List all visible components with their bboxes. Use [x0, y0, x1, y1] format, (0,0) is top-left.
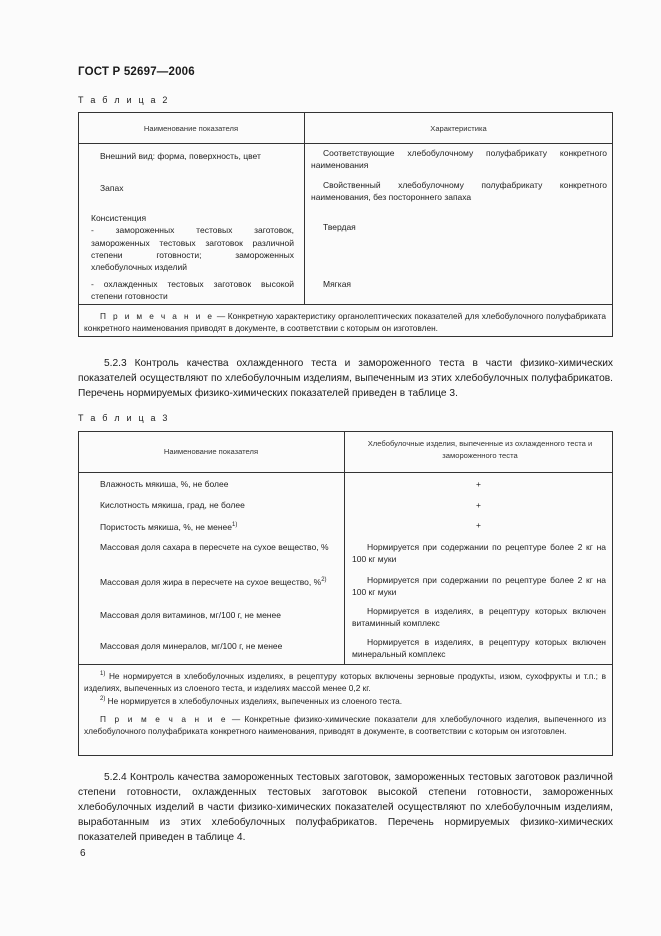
table3-note	[84, 713, 606, 737]
table2-note-rule	[78, 304, 613, 305]
page-number: 6	[80, 848, 86, 859]
table3-row1-name: Влажность мякиша, %, не более	[100, 479, 229, 489]
table3-footnote-1	[84, 668, 606, 694]
table3-footnote-rule	[78, 664, 613, 665]
table2-row2-name: Запах	[100, 183, 124, 193]
table2-note	[84, 310, 606, 334]
table2-row4-value: Мягкая	[323, 279, 352, 289]
table3-column-divider	[344, 431, 345, 664]
table2-col-header-name: Наименование показателя	[143, 124, 239, 133]
table3-footnote-2	[84, 693, 606, 707]
footnote-2-ref: 2)	[321, 577, 327, 583]
table2-row1-value: Соответствующие хлебобулочному полуфабрикату конкретного наименования	[311, 148, 607, 171]
table3-caption: Т а б л и ц а 3	[78, 413, 170, 423]
table2-row1-name: Внешний вид: форма, поверхность, цвет	[100, 151, 261, 161]
table2-row2-value: Свойственный хлебобулочному полуфабрикату конкретного наименования, без постороннего запаха	[311, 180, 607, 203]
paragraph-5-2-3: 5.2.3 Контроль качества охлажденного теста и замороженного теста в части физико-химических показателей осуществляют по хлебобулочным изделиям, выпеченным из этих хлебобулочных полуфабрикатов. Перечень нормируемых физико-химических показателей приведен в таблице 3.	[78, 358, 613, 399]
table3-note-label: П р и м е ч а н и е	[100, 714, 228, 724]
table3-row4-name: Массовая доля сахара в пересчете на сухое вещество, %	[100, 542, 329, 552]
table2-caption: Т а б л и ц а 2	[78, 95, 170, 105]
table3-row4-value: Нормируется при содержании по рецептуре более 2 кг на 100 кг муки	[352, 542, 606, 565]
table3-row6-name: Массовая доля витаминов, мг/100 г, не менее	[100, 610, 281, 620]
table3-row5-name	[100, 574, 338, 588]
footnote-1-ref: 1)	[232, 522, 238, 528]
table3-row2-value: +	[476, 500, 481, 510]
document-header: ГОСТ Р 52697—2006	[78, 66, 195, 78]
table3-row7-name: Массовая доля минералов, мг/100 г, не менее	[100, 641, 283, 651]
table3-col-header-name: Наименование показателя	[163, 447, 259, 456]
table3-row3-name-text: Пористость мякиша, %, не менее	[100, 521, 232, 532]
footnote-1-mark: 1)	[100, 671, 106, 677]
footnote-2-text: Не нормируется в хлебобулочных изделиях, выпеченных из слоеного теста.	[105, 695, 403, 706]
table2-row3-value: Твердая	[323, 222, 356, 232]
table3-row5-name-text: Массовая доля жира в пересчете на сухое вещество, %	[100, 576, 322, 587]
table2-row4-name: - охлажденных тестовых заготовок высокой степени готовности	[91, 279, 294, 302]
footnote-2-mark: 2)	[100, 696, 106, 702]
paragraph-5-2-4: 5.2.4 Контроль качества замороженных тестовых заготовок, замороженных тестовых заготовок различной степени готовности, охлажденных тестовых заготовок высокой степени готовности, замороженных хлебобулочных изделий в части физико-химических показателей осуществляют по хлебобулочным изделиям, выработанным из этих хлебобулочных полуфабрикатов. Перечень нормируемых физико-химических показателей приведен в таблице 4.	[78, 772, 613, 843]
table3-header-rule	[78, 472, 613, 473]
table3-col-header-value: Хлебобулочные изделия, выпеченные из охлажденного теста и замороженного теста	[367, 439, 593, 460]
table3-row7-value: Нормируется в изделиях, в рецептуру которых включен минеральный комплекс	[352, 637, 606, 660]
table2-note-label: П р и м е ч а н и е	[100, 311, 215, 321]
table3-row6-value: Нормируется в изделиях, в рецептуру которых включен витаминный комплекс	[352, 606, 606, 629]
table2-row3-name: Консистенция - замороженных тестовых заготовок, замороженных тестовых заготовок различной степени готовности; замороженных хлебобулочных изделий	[91, 213, 294, 273]
table3-row3-value: +	[476, 520, 481, 530]
table2-column-divider	[304, 112, 305, 304]
table3-row1-value: +	[476, 479, 481, 489]
table3-row3-name	[100, 519, 340, 533]
footnote-1-text: Не нормируется в хлебобулочных изделиях, в рецептуру которых включены зерновые продукты, изюм, сухофрукты и т.п.; в изделиях, выпеченных из слоеного теста, и изделиях массой менее 0,2 кг.	[84, 670, 606, 693]
table2-note-text: — Конкретную характеристику органолептических показателей для хлебобулочного полуфабриката конкретного наименования приводят в документе, в соответствии с которым он изготовлен.	[84, 311, 606, 334]
table3-row2-name: Кислотность мякиша, град, не более	[100, 500, 245, 510]
table3-note-text: — Конкретные физико-химические показатели для хлебобулочного изделия, выпеченного из хлебобулочного полуфабриката конкретного наименования, приводят в документе, в соответствии с которым он изготовлен.	[84, 714, 606, 737]
table3-row5-value: Нормируется при содержании по рецептуре более 2 кг на 100 кг муки	[352, 575, 606, 598]
table2-col-header-value: Характеристика	[430, 124, 487, 133]
table2-header-rule	[78, 143, 613, 144]
